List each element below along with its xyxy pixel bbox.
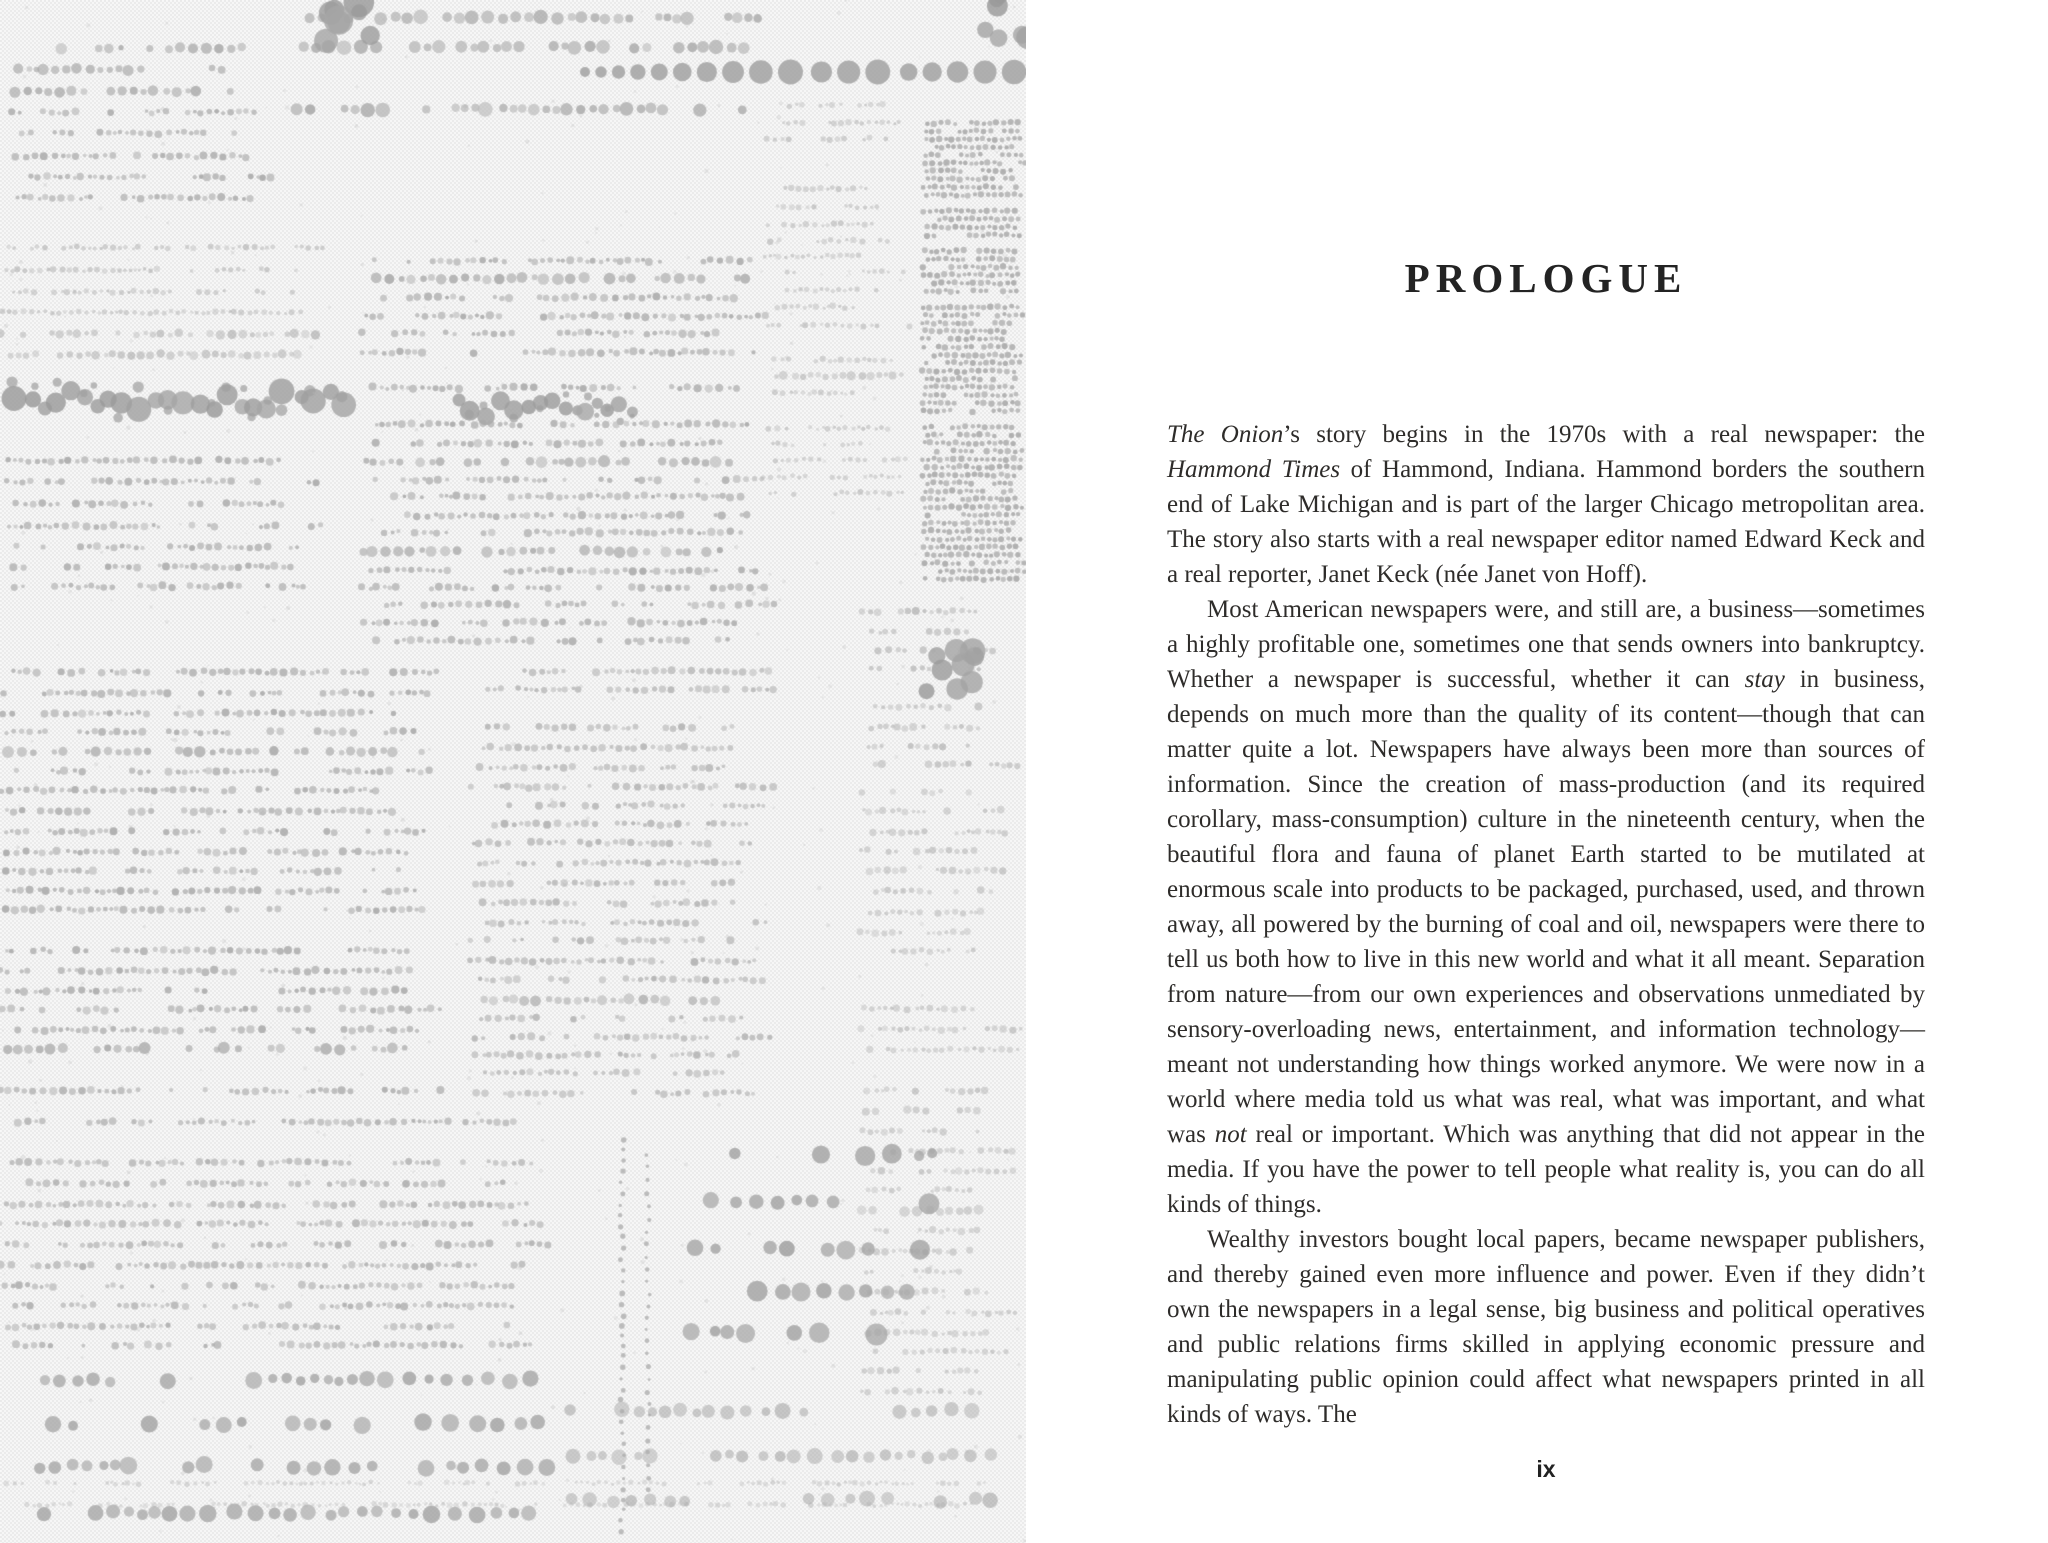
page-number: ix <box>1536 1456 1556 1482</box>
prologue-page <box>1167 0 1925 1543</box>
paragraph: Wealthy investors bought local papers, became newspaper publishers, and thereby gained even more influence and power. Even if they didn’t own the newspapers in a legal sense, big business and political operatives and public relations firms skilled in applying economic pressure and manipulating public opinion could affect what newspapers printed in all kinds of ways. The <box>1167 1226 1925 1428</box>
page-title: PROLOGUE <box>1404 255 1688 301</box>
paragraph: Most American newspapers were, and still are, a business—sometimes a highly profitable one, sometimes one that sends owners into bankruptcy. Whether a newspaper is successful, whether it can stay in business, depends on much more than the quality of its content—though that can matter quite a lot. Newspapers have always been more than sources of information. Since the creation of mass-production (and its required corollary, mass-consumption) culture in the nineteenth century, when the beautiful flora and fauna of planet Earth started to be mutilated at enormous scale into products to be packaged, purchased, used, and thrown away, all powered by the burning of coal and oil, newspapers were there to tell us both how to live in this new world and what it all meant. Separation from nature—from our own experiences and observations unmediated by sensory-overloading news, entertainment, and information technology—meant not understanding how things worked anymore. We were now in a world where media told us what was real, what was important, and what was not real or important. Which was anything that did not appear in the media. If you have the power to tell people what reality is, you can do all kinds of things. <box>1167 596 1925 1218</box>
body-text <box>1167 417 1925 1432</box>
paragraph: The Onion’s story begins in the 1970s with a real newspaper: the Hammond Times of Hammond, Indiana. Hammond borders the southern end of Lake Michigan and is part of the larger Chicago metropolitan area. The story also starts with a real newspaper editor named Edward Keck and a real reporter, Janet Keck (née Janet von Hoff). <box>1167 421 1926 588</box>
